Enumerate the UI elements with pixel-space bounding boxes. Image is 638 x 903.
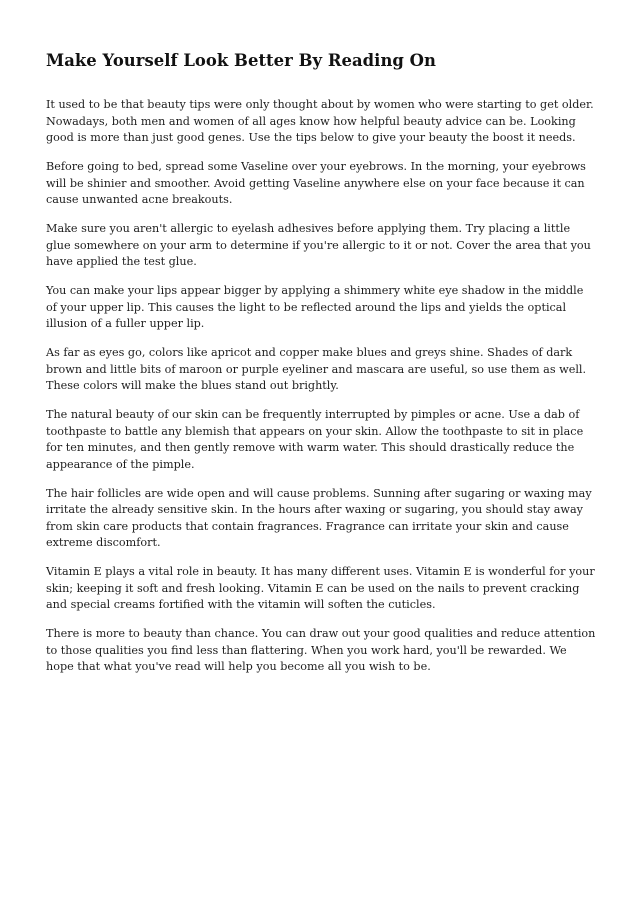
paragraph: The hair follicles are wide open and will cause problems. Sunning after sugaring or waxing may irritate the already sensitive skin. In the hours after waxing or sugaring, you should stay away from skin care products that contain fragrances. Fragrance can irritate your skin and cause extreme discomfort.: [46, 486, 592, 549]
paragraph: Before going to bed, spread some Vaseline over your eyebrows. In the morning, your eyebrows will be shinier and smoother. Avoid getting Vaseline anywhere else on your face because it can cause unwanted acne breakouts.: [46, 160, 586, 206]
paragraph: There is more to beauty than chance. You can draw out your good qualities and reduce attention to those qualities you find less than flattering. When you work hard, you'll be rewarded. We hope that what you've read will help you become all you wish to be.: [46, 627, 596, 673]
paragraph: It used to be that beauty tips were only thought about by women who were starting to get older. Nowadays, both men and women of all ages know how helpful beauty advice can be. Looking good is more than just good genes. Use the tips below to give your beauty the boost it needs.: [46, 98, 594, 144]
document-title: Make Yourself Look Better By Reading On: [46, 51, 436, 70]
paragraph: As far as eyes go, colors like apricot and copper make blues and greys shine. Shades of dark brown and little bits of maroon or purple eyeliner and mascara are useful, so use them as well. These colors will make the blues stand out brightly.: [46, 346, 587, 392]
document-page: [46, 50, 596, 688]
paragraph: The natural beauty of our skin can be frequently interrupted by pimples or acne. Use a dab of toothpaste to battle any blemish that appears on your skin. Allow the toothpaste to sit in place for ten minutes, and then gently remove with warm water. This should drastically reduce the appearance of the pimple.: [46, 408, 584, 471]
paragraph: Make sure you aren't allergic to eyelash adhesives before applying them. Try placing a little glue somewhere on your arm to determine if you're allergic to it or not. Cover the area that you have applied the test glue.: [46, 222, 591, 268]
paragraph: You can make your lips appear bigger by applying a shimmery white eye shadow in the middle of your upper lip. This causes the light to be reflected around the lips and yields the optical illusion of a fuller upper lip.: [46, 284, 584, 330]
paragraph: Vitamin E plays a vital role in beauty. It has many different uses. Vitamin E is wonderful for your skin; keeping it soft and fresh looking. Vitamin E can be used on the nails to prevent cracking and special creams fortified with the vitamin will soften the cuticles.: [46, 565, 595, 611]
